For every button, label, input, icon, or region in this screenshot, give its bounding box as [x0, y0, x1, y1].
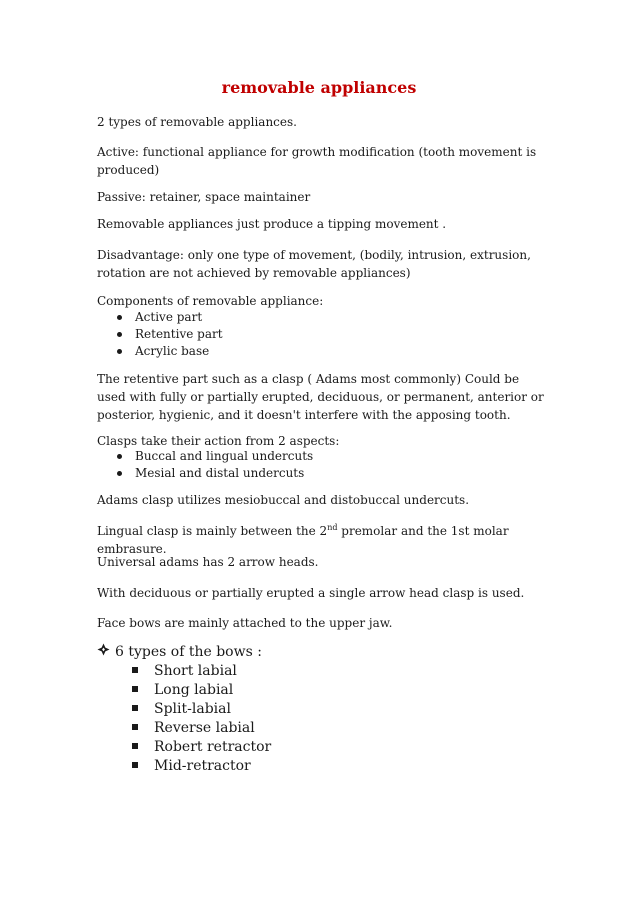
square-bullet-icon: [132, 686, 138, 692]
list-item: Mid-retractor: [130, 757, 271, 776]
square-bullet-icon: [132, 667, 138, 673]
bullet-icon: [117, 349, 122, 354]
paragraph-universal: Universal adams has 2 arrow heads.: [97, 555, 319, 569]
list-item: Active part: [97, 309, 223, 326]
paragraph-passive: Passive: retainer, space maintainer: [97, 190, 311, 204]
list-item: Robert retractor: [130, 738, 271, 757]
bows-heading-text: 6 types of the bows :: [115, 644, 262, 660]
list-item: Mesial and distal undercuts: [97, 465, 313, 482]
paragraph-active: Active: functional appliance for growth modification (tooth movement is produced): [97, 145, 537, 177]
list-item: Split-labial: [130, 700, 271, 719]
list-item: Short labial: [130, 662, 271, 681]
paragraph-disadvantage: Disadvantage: only one type of movement, (bodily, intrusion, extrusion, rotation are not achieved by removable appliances): [97, 248, 531, 280]
list-item: Buccal and lingual undercuts: [97, 448, 313, 465]
page-title: removable appliances: [221, 78, 417, 97]
square-bullet-icon: [132, 705, 138, 711]
paragraph-deciduous: With deciduous or partially erupted a single arrow head clasp is used.: [97, 586, 525, 600]
paragraph-components: Components of removable appliance:: [97, 294, 324, 308]
square-bullet-icon: [132, 762, 138, 768]
square-bullet-icon: [132, 743, 138, 749]
bows-list: [130, 662, 271, 776]
paragraph-facebows: Face bows are mainly attached to the upper jaw.: [97, 616, 393, 630]
paragraph-retentive: The retentive part such as a clasp ( Adams most commonly) Could be used with fully or partially erupted, deciduous, or permanent, anterior or posterior, hygienic, and it doesn't interfere with the apposing tooth.: [97, 372, 544, 422]
list-item: Long labial: [130, 681, 271, 700]
paragraph-lingual: Lingual clasp is mainly between the 2nd premolar and the 1st molar embrasure.: [97, 523, 509, 556]
bullet-icon: [117, 332, 122, 337]
square-bullet-icon: [132, 724, 138, 730]
paragraph-clasps: Clasps take their action from 2 aspects:: [97, 434, 340, 448]
components-list: [97, 309, 223, 360]
paragraph-adams: Adams clasp utilizes mesiobuccal and distobuccal undercuts.: [97, 493, 470, 507]
bullet-icon: [117, 471, 122, 476]
list-item: Reverse labial: [130, 719, 271, 738]
paragraph-types: 2 types of removable appliances.: [97, 115, 297, 129]
paragraph-tipping: Removable appliances just produce a tipping movement .: [97, 217, 447, 231]
diamond-bullet-icon: [97, 643, 110, 656]
list-item: Retentive part: [97, 326, 223, 343]
list-item: Acrylic base: [97, 343, 223, 360]
bullet-icon: [117, 315, 122, 320]
clasps-list: [97, 448, 313, 482]
bullet-icon: [117, 454, 122, 459]
